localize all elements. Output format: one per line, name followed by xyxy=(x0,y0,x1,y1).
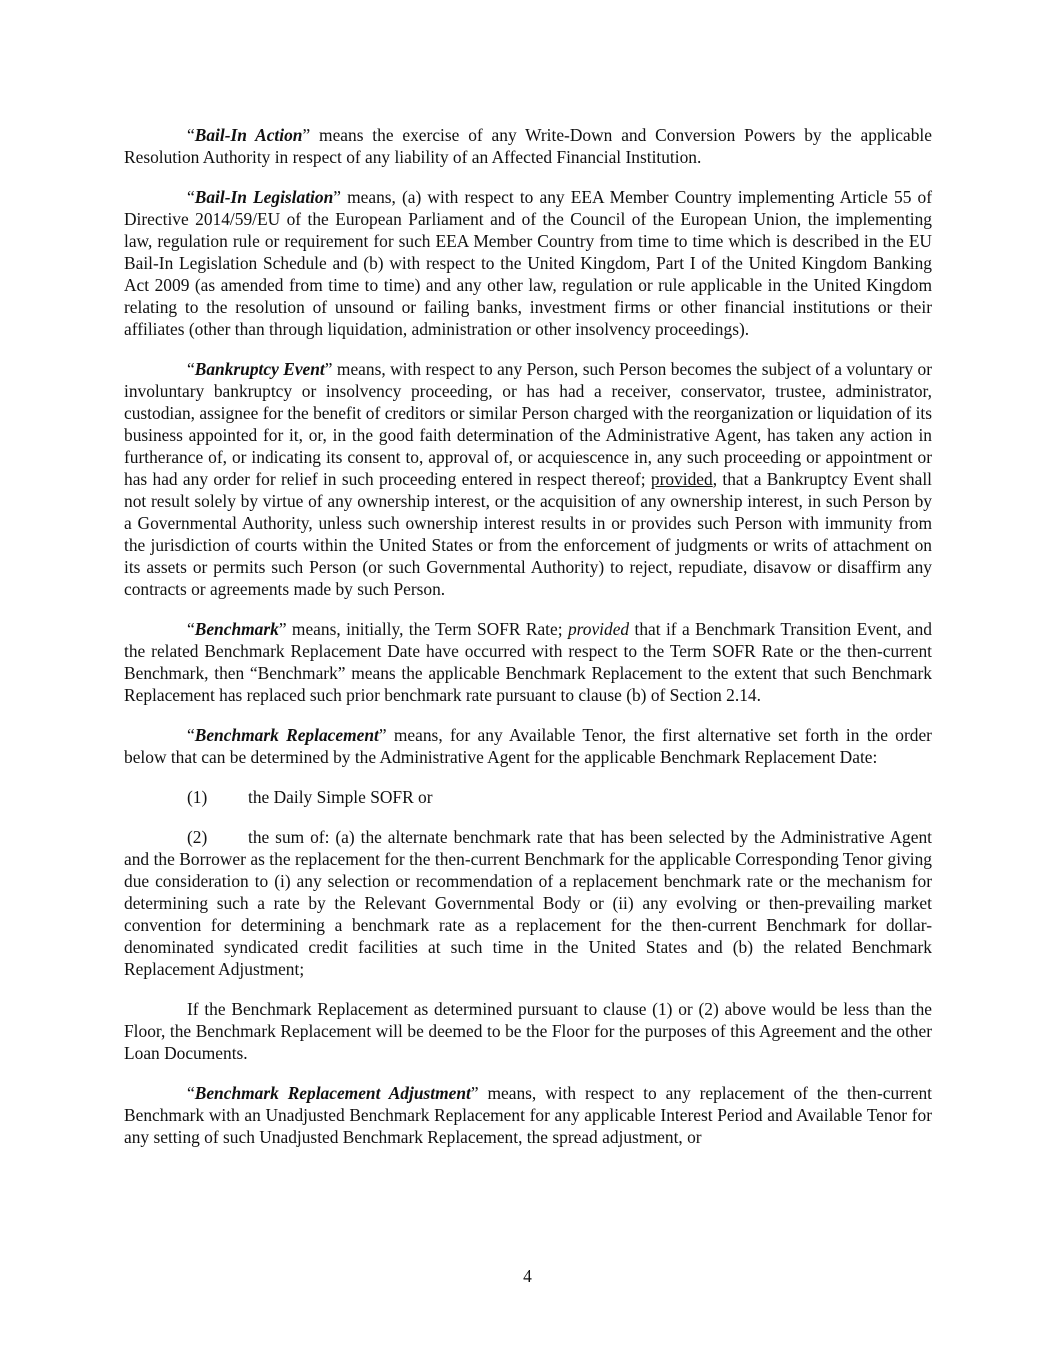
definition-text: means, (a) with respect to any EEA Member Country implementing Article 55 of Directive 2014/59/EU of the European Parliament and of the Council of the European Union, the implementing law, regulation rule or requirement for such EEA Member Country from time to time which is described in the EU Bail-In Legislation Schedule and (b) with respect to the United Kingdom, Part I of the United Kingdom Banking Act 2009 (as amended from time to time) and any other law, regulation or rule applicable in the United Kingdom relating to the resolution of unsound or failing banks, investment firms or other financial institutions or their affiliates (other than through liquidation, administration or other insolvency proceedings). xyxy=(124,187,932,339)
definition-benchmark: “Benchmark” means, initially, the Term SOFR Rate; provided that if a Benchmark Transition Event, and the related Benchmark Replacement Date have occurred with respect to the Term SOFR Rate or the then-current Benchmark, then “Benchmark” means the applicable Benchmark Replacement to the extent that such Benchmark Replacement has replaced such prior benchmark rate pursuant to clause (b) of Section 2.14. xyxy=(124,619,932,705)
definition-text: means, with respect to any Person, such Person becomes the subject of a voluntary or involuntary bankruptcy or insolvency proceeding, or has had a receiver, conservator, trustee, administrator, custodian, assignee for the benefit of creditors or similar Person charged with the reorganization or liquidation of its business appointed for it, or, in the good faith determination of the Administrative Agent, has taken any action in furtherance of, or indicating its consent to, approval of, or acquiescence in, any such proceeding or appointment or has had any order for relief in such proceeding entered in respect thereof; xyxy=(124,359,932,489)
document-page xyxy=(124,124,932,1166)
list-number: (1) xyxy=(187,787,208,807)
defined-term: Bail-In Legislation xyxy=(194,187,334,207)
defined-term: Benchmark xyxy=(194,619,279,639)
definition-text: that if a Benchmark Transition Event, and the related Benchmark Replacement Date have occurred with respect to the Term SOFR Rate or the then-current Benchmark, then “Benchmark” means the applicable Benchmark Replacement to the extent that such Benchmark Replacement has replaced such prior benchmark rate pursuant to clause (b) of Section 2.14. xyxy=(124,619,932,705)
definition-text: means, for any Available Tenor, the first alternative set forth in the order below that can be determined by the Administrative Agent for the applicable Benchmark Replacement Date: xyxy=(124,725,932,767)
list-text: the sum of: (a) the alternate benchmark rate that has been selected by the Administrative Agent and the Borrower as the replacement for the then-current Benchmark for the applicable Corresponding Tenor giving due consideration to (i) any selection or recommendation of a replacement benchmark rate or the mechanism for determining such a rate by the Relevant Governmental Body or (ii) any evolving or then-prevailing market convention for determining a benchmark rate as a replacement for the then-current Benchmark for dollar-denominated syndicated credit facilities at such time in the United States and (b) the related Benchmark Replacement Adjustment; xyxy=(124,827,932,979)
paragraph-text: If the Benchmark Replacement as determined pursuant to clause (1) or (2) above would be less than the Floor, the Benchmark Replacement will be deemed to be the Floor for the purposes of this Agreement and the other Loan Documents. xyxy=(124,999,932,1063)
defined-term: Benchmark Replacement xyxy=(194,725,379,745)
page-number: 4 xyxy=(523,1266,532,1286)
list-item-2 xyxy=(124,826,932,980)
definition-bail-in-action: “Bail-In Action” means the exercise of any Write-Down and Conversion Powers by the applicable Resolution Authority in respect of any liability of an Affected Financial Institution. xyxy=(124,125,932,167)
definition-bankruptcy-event: “Bankruptcy Event” means, with respect to any Person, such Person becomes the subject of a voluntary or involuntary bankruptcy or insolvency proceeding, or has had a receiver, conservator, trustee, administrator, custodian, assignee for the benefit of creditors or similar Person charged with the reorganization or liquidation of its business appointed for it, or, in the good faith determination of the Administrative Agent, has taken any action in furtherance of, or indicating its consent to, approval of, or acquiescence in, any such proceeding or appointment or has had any order for relief in such proceeding entered in respect thereof; provided, that a Bankruptcy Event shall not result solely by virtue of any ownership interest, or the acquisition of any ownership interest, in such Person by a Governmental Authority, unless such ownership interest results in or provides such Person with immunity from the jurisdiction of courts within the United States or from the enforcement of judgments or writs of attachment on its assets or permits such Person (or such Governmental Authority) to reject, repudiate, disavow or disaffirm any contracts or agreements made by such Person. xyxy=(124,359,932,599)
definition-text: means, initially, the Term SOFR Rate; xyxy=(286,619,568,639)
defined-term: Benchmark Replacement Adjustment xyxy=(194,1083,471,1103)
definition-text: means the exercise of any Write-Down and Conversion Powers by the applicable Resolution Authority in respect of any liability of an Affected Financial Institution. xyxy=(124,125,932,167)
definition-benchmark-replacement-adjustment: “Benchmark Replacement Adjustment” means, with respect to any replacement of the then-current Benchmark with an Unadjusted Benchmark Replacement for any applicable Interest Period and Available Tenor for any setting of such Unadjusted Benchmark Replacement, the spread adjustment, or xyxy=(124,1083,932,1147)
provided-italic: provided xyxy=(567,619,630,639)
definition-benchmark-replacement: “Benchmark Replacement” means, for any Available Tenor, the first alternative set forth in the order below that can be determined by the Administrative Agent for the applicable Benchmark Replacement Date: xyxy=(124,725,932,767)
defined-term: Bankruptcy Event xyxy=(194,359,325,379)
definition-bail-in-legislation: “Bail-In Legislation” means, (a) with respect to any EEA Member Country implementing Article 55 of Directive 2014/59/EU of the European Parliament and of the Council of the European Union, the implementing law, regulation rule or requirement for such EEA Member Country from time to time which is described in the EU Bail-In Legislation Schedule and (b) with respect to the United Kingdom, Part I of the United Kingdom Banking Act 2009 (as amended from time to time) and any other law, regulation or rule applicable in the United Kingdom relating to the resolution of unsound or failing banks, investment firms or other financial institutions or their affiliates (other than through liquidation, administration or other insolvency proceedings). xyxy=(124,187,932,339)
definition-text: , that a Bankruptcy Event shall not result solely by virtue of any ownership interest, or the acquisition of any ownership interest, in such Person by a Governmental Authority, unless such ownership interest results in or provides such Person with immunity from the jurisdiction of courts within the United States or from the enforcement of judgments or writs of attachment on its assets or permits such Person (or such Governmental Authority) to reject, repudiate, disavow or disaffirm any contracts or agreements made by such Person. xyxy=(124,469,932,599)
provided-underlined: provided xyxy=(650,469,713,489)
list-text: the Daily Simple SOFR or xyxy=(248,787,433,807)
floor-paragraph xyxy=(124,998,932,1064)
list-number: (2) xyxy=(187,827,208,847)
list-item-1 xyxy=(124,786,932,808)
definition-text: means, with respect to any replacement of the then-current Benchmark with an Unadjusted Benchmark Replacement for any applicable Interest Period and Available Tenor for any setting of such Unadjusted Benchmark Replacement, the spread adjustment, or xyxy=(124,1083,932,1147)
defined-term: Bail-In Action xyxy=(194,125,303,145)
